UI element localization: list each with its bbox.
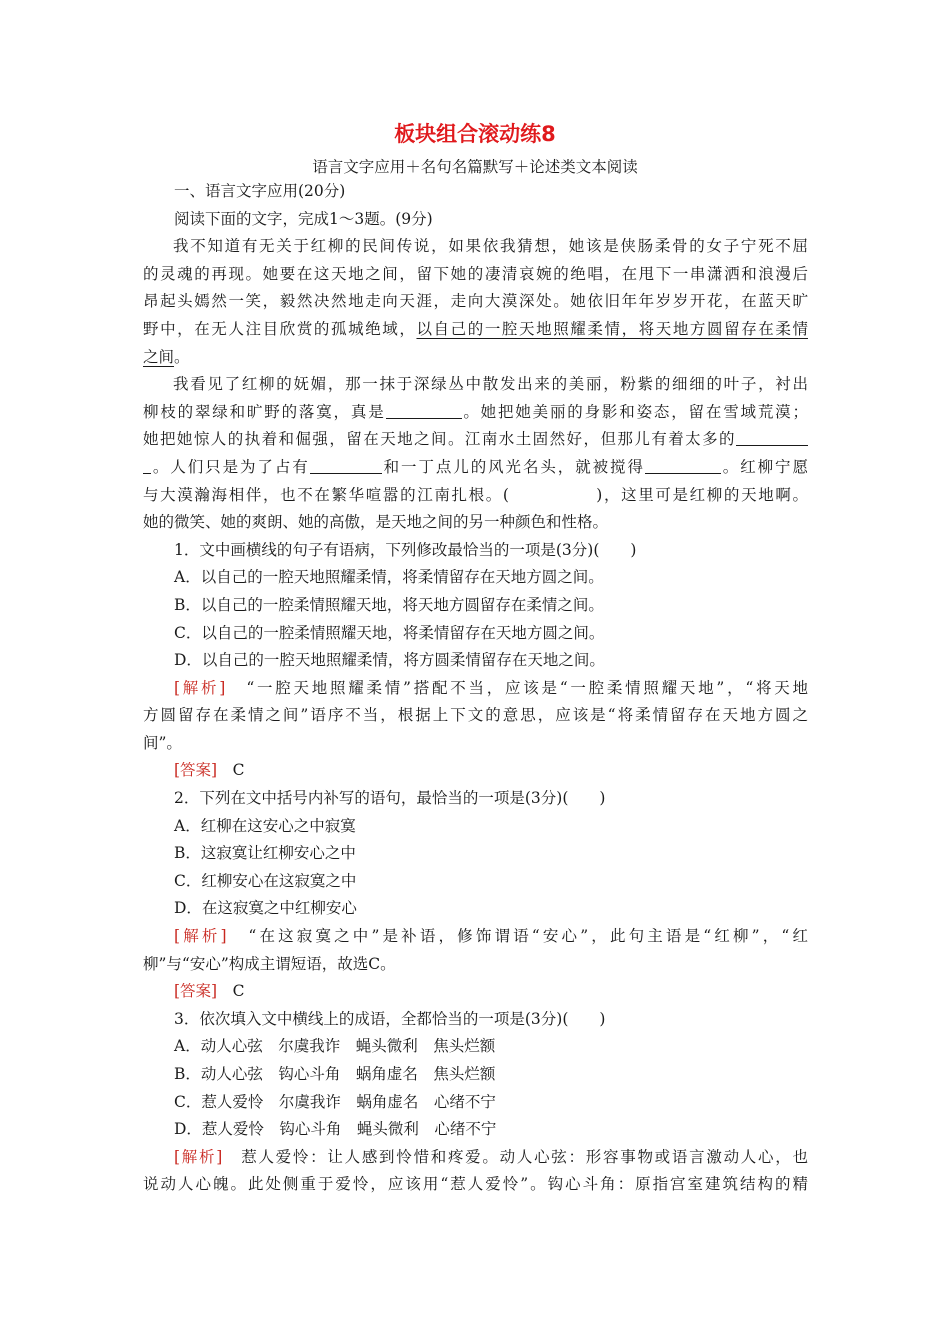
passage-text: 柳枝的翠绿和旷野的落寞，真是 (143, 402, 386, 421)
analysis-line: 说动人心魄。此处侧重于爱怜，应该用“惹人爱怜”。钩心斗角：原指宫室建筑结构的精 (143, 1175, 808, 1194)
passage-text: 。她把她美丽的身影和姿态，留在雪域荒漠； (461, 402, 808, 421)
fill-blank (386, 402, 462, 419)
answer-option: B．以自己的一腔柔情照耀天地，将天地方圆留存在柔情之间。 (174, 595, 604, 614)
answer-option: C．惹人爱怜 尔虞我诈 蜗角虚名 心绪不宁 (174, 1092, 496, 1111)
underlined-sentence: 之间 (143, 347, 175, 366)
answer-line (143, 757, 808, 785)
document-body (143, 178, 808, 1199)
answer-option: A．红柳在这安心之中寂寞 (174, 816, 356, 835)
reading-instruction: 阅读下面的文字，完成1～3题。(9分) (174, 209, 433, 228)
answer-option: D．在这寂寞之中红柳安心 (174, 899, 357, 918)
analysis-line: 间”。 (143, 733, 182, 752)
question-stem: 1．文中画横线的句子有语病，下列修改最恰当的一项是(3分)( ) (174, 540, 637, 559)
passage-line: 昂起头嫣然一笑，毅然决然地走向天涯，走向大漠深处。她依旧年年岁岁开花，在蓝天旷 (143, 292, 808, 311)
fill-blank (736, 429, 808, 446)
passage-line: 我不知道有无关于红柳的民间传说，如果依我猜想，她该是侠肠柔骨的女子宁死不屈 (173, 237, 808, 256)
passage-line (143, 426, 808, 454)
answer-option: C．以自己的一腔柔情照耀天地，将柔情留存在天地方圆之间。 (174, 623, 605, 642)
passage-text: 和一丁点儿的风光名头，就被搅得 (381, 457, 645, 476)
answer-option: B．动人心弦 钩心斗角 蜗角虚名 焦头烂额 (174, 1065, 496, 1083)
answer-line (143, 978, 808, 1006)
question-stem: 3．依次填入文中横线上的成语，全都恰当的一项是(3分)( ) (174, 1009, 606, 1028)
analysis-text: “一腔天地照耀柔情”搭配不当，应该是“一腔柔情照耀天地”，“将天地 (225, 678, 808, 697)
passage-line: 的灵魂的再现。她要在这天地之间，留下她的凄清哀婉的绝唱，在甩下一串潇洒和浪漫后 (143, 264, 808, 283)
analysis-line (143, 923, 808, 951)
fill-blank (143, 457, 151, 474)
passage-text: 。 (174, 347, 190, 366)
answer-option: B．这寂寞让红柳安心之中 (174, 844, 356, 863)
answer-option: D．惹人爱怜 钩心斗角 蝇头微利 心绪不宁 (174, 1120, 497, 1139)
analysis-line: 柳”与“安心”构成主谓短语，故选C。 (143, 954, 396, 973)
passage-line (143, 344, 808, 372)
analysis-tag: [解析] (174, 1147, 223, 1166)
passage-line (143, 399, 808, 427)
page-title: 板块组合滚动练8 (394, 122, 556, 146)
passage-line (143, 454, 808, 482)
analysis-tag: [解析] (174, 927, 227, 946)
analysis-line: 方圆留存在柔情之间”语序不当，根据上下文的意思，应该是“将柔情留存在天地方圆之 (143, 706, 808, 725)
answer-tag: [答案] (174, 761, 218, 780)
analysis-line (143, 1144, 808, 1172)
answer-option: C．红柳安心在这寂寞之中 (174, 871, 357, 890)
analysis-tag: [解析] (174, 678, 226, 697)
page-subtitle: 语言文字应用＋名句名篇默写＋论述类文本阅读 (312, 158, 638, 176)
passage-text: 她把她惊人的执着和倔强，留在天地之间。江南水土固然好，但那儿有着太多的 (143, 430, 736, 449)
analysis-text: 惹人爱怜：让人感到怜惜和疼爱。动人心弦：形容事物或语言激动人心，也 (222, 1147, 808, 1166)
passage-line: 她的微笑、她的爽朗、她的高傲，是天地之间的另一种颜色和性格。 (143, 513, 609, 532)
answer-option: A．以自己的一腔天地照耀柔情，将柔情留存在天地方圆之间。 (174, 568, 604, 587)
fill-blank (645, 457, 721, 474)
answer-option: A．动人心弦 尔虞我诈 蝇头微利 焦头烂额 (174, 1037, 496, 1056)
analysis-line (143, 675, 808, 703)
passage-line: 与大漠瀚海相伴，也不在繁华喧嚣的江南扎根。( )，这里可是红柳的天地啊。 (143, 485, 808, 504)
fill-blank (310, 457, 382, 474)
analysis-text: “在这寂寞之中”是补语，修饰谓语“安心”，此句主语是“红柳”，“红 (226, 927, 808, 946)
passage-text: 。人们只是为了占有 (151, 457, 310, 476)
answer-value: C (217, 982, 245, 1001)
passage-line: 我看见了红柳的妩媚，那一抹于深绿丛中散发出来的美丽，粉紫的细细的叶子，衬出 (173, 375, 808, 394)
underlined-sentence: 以自己的一腔天地照耀柔情，将天地方圆留存在柔情 (416, 319, 808, 338)
passage-text: 。红柳宁愿 (720, 457, 808, 476)
passage-line (143, 316, 808, 344)
passage-text: 野中，在无人注目欣赏的孤城绝域， (143, 319, 417, 338)
answer-tag: [答案] (174, 982, 218, 1001)
answer-option: D．以自己的一腔天地照耀柔情，将方圆柔情留存在天地之间。 (174, 651, 605, 670)
section-heading: 一、语言文字应用(20分) (174, 182, 346, 200)
answer-value: C (217, 761, 245, 780)
question-stem: 2．下列在文中括号内补写的语句，最恰当的一项是(3分)( ) (174, 789, 606, 808)
